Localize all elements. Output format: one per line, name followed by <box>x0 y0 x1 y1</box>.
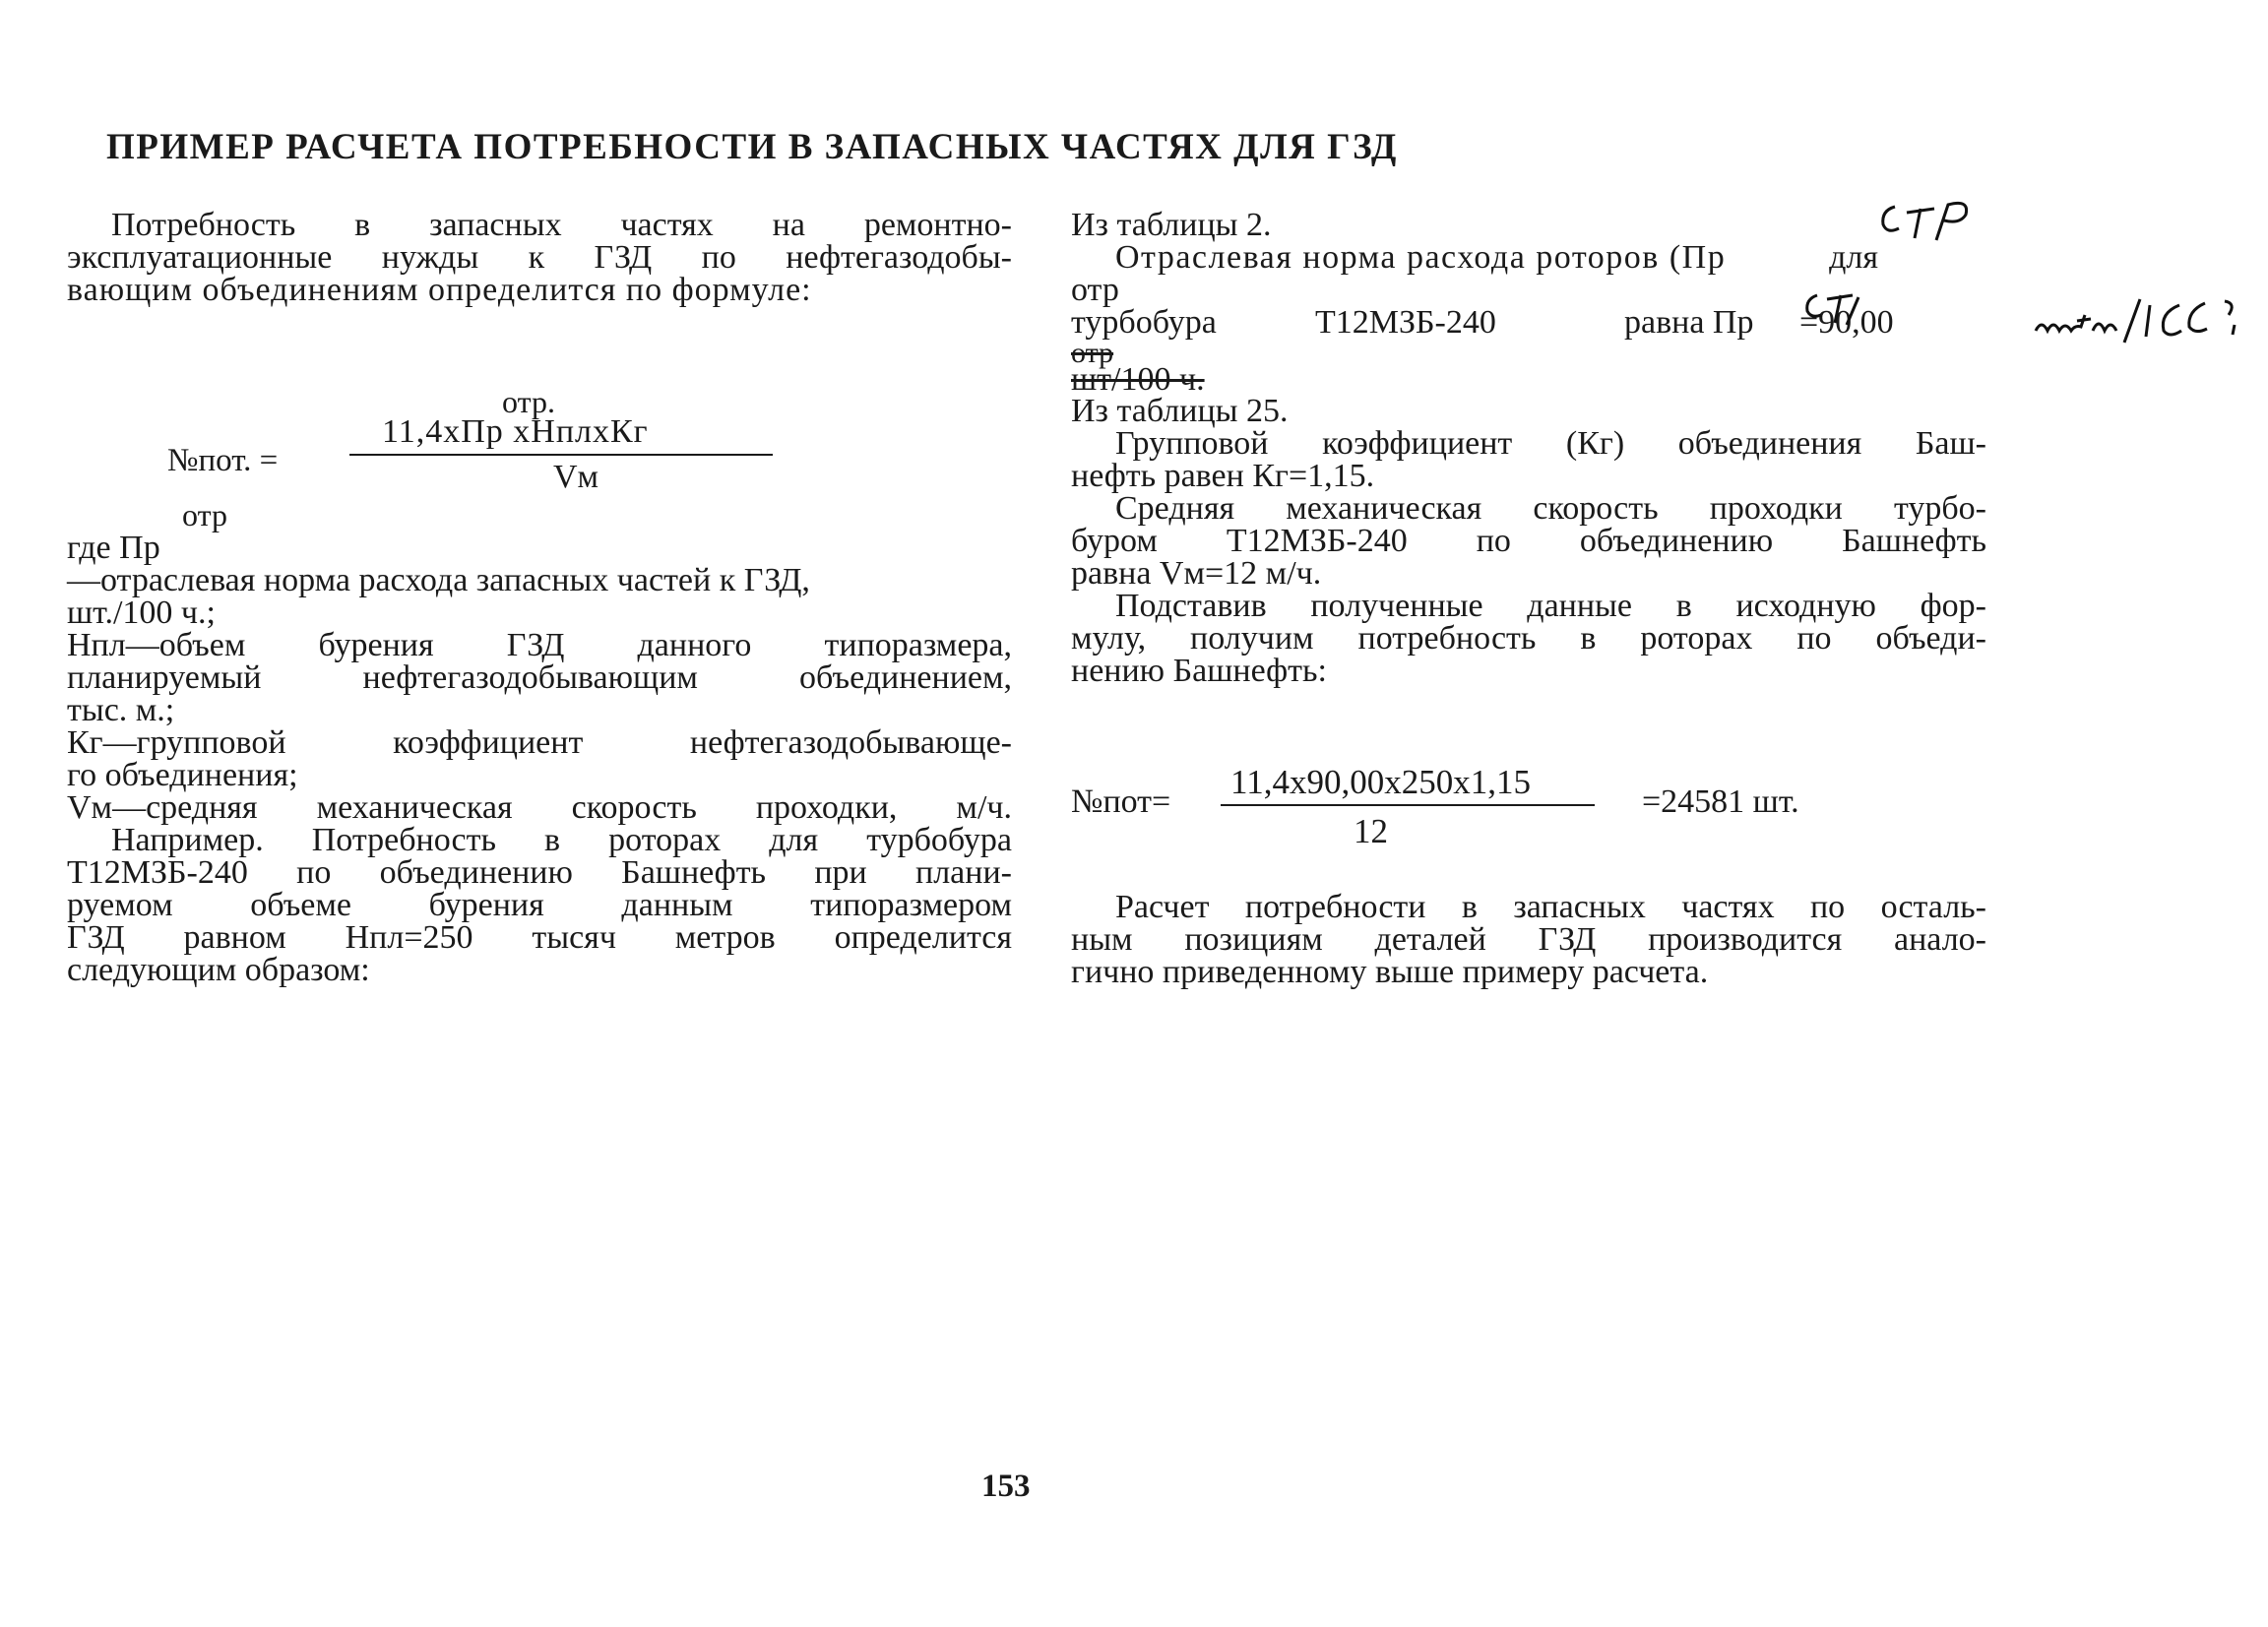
fraction-line <box>349 454 773 456</box>
right-column <box>1071 209 1986 687</box>
formula2-numerator: 11,4х90,00х250х1,15 <box>1230 763 1531 801</box>
norm-line <box>1071 241 1878 274</box>
definition-line: —отраслевая норма расхода запасных частей к ГЗД, <box>67 562 810 598</box>
unit-struck: шт/100 ч. <box>1071 361 1205 398</box>
definition-line: шт./100 ч.; <box>67 594 216 631</box>
intro-line: эксплуатационные нужды к ГЗД по нефтегазодобы- <box>67 239 1012 276</box>
final-line: ным позициям деталей ГЗД производится анало- <box>1071 921 1986 958</box>
left-column <box>67 209 1012 306</box>
formula-numerator: 11,4хПр хНплхКг <box>382 413 649 450</box>
norm-turbobur: турбобура <box>1071 304 1217 341</box>
example-line: Т12МЗБ-240 по объединению Башнефть при плани- <box>67 854 1012 891</box>
definition-line: го объединения; <box>67 757 298 793</box>
norm-text: Отраслевая норма расхода роторов (Пр <box>1115 239 1727 276</box>
substitute-line: нению Башнефть: <box>1071 653 1327 689</box>
table-ref: Из таблицы 25. <box>1071 393 1289 429</box>
substitute-line: Подставив полученные данные в исходную фор- <box>1115 588 1986 624</box>
example-line: Например. Потребность в роторах для турбобура <box>111 822 1012 858</box>
formula2-result: =24581 шт. <box>1642 783 1799 820</box>
formula-lhs: №пот. = <box>167 443 279 478</box>
definition-line: планируемый нефтегазодобывающим объединением, <box>67 659 1012 696</box>
formula2-denominator: 12 <box>1354 812 1388 850</box>
handwritten-sup-1 <box>1875 195 1984 254</box>
table-ref: Из таблицы 2. <box>1071 207 1272 243</box>
speed-line: Средняя механическая скорость проходки турбо- <box>1115 490 1986 527</box>
intro-line: Потребность в запасных частях на ремонтно- <box>111 207 1012 243</box>
norm-value: =90,00 <box>1799 304 1894 341</box>
norm-model: Т12МЗБ-240 <box>1315 304 1496 341</box>
formula-subscript: отр <box>182 497 227 532</box>
definition-line: Нпл—объем бурения ГЗД данного типоразмера, <box>67 627 1012 663</box>
example-line: ГЗД равном Нпл=250 тысяч метров определится <box>67 919 1012 956</box>
norm-text-end: для <box>1829 239 1878 276</box>
group-line: Групповой коэффициент (Кг) объединения Баш- <box>1115 425 1986 462</box>
intro-line: вающим объединениям определится по формуле: <box>67 272 812 308</box>
speed-line: буром Т12МЗБ-240 по объединению Башнефть <box>1071 523 1986 559</box>
example-line: руемом объеме бурения данным типоразмером <box>67 887 1012 923</box>
otr-label: отр <box>1071 272 1119 308</box>
page-number: 153 <box>981 1469 1031 1504</box>
definition-line: тыс. м.; <box>67 692 175 728</box>
final-paragraph <box>1071 891 1986 988</box>
definition-line: Vм—средняя механическая скорость проходки, м/ч. <box>67 789 1012 826</box>
final-line: Расчет потребности в запасных частях по осталь- <box>1115 889 1986 925</box>
handwritten-unit <box>2032 291 2258 355</box>
handwritten-sup-2 <box>1801 287 1880 337</box>
definition-line: Кг—групповой коэффициент нефтегазодобывающе- <box>67 724 1012 761</box>
definitions-block <box>67 532 1012 986</box>
otr-struck: отр <box>1071 337 1114 369</box>
norm-equals: равна Пр <box>1624 304 1754 341</box>
group-line: нефть равен Кг=1,15. <box>1071 458 1375 494</box>
final-line: гично приведенному выше примеру расчета. <box>1071 954 1709 990</box>
formula2-lhs: №пот= <box>1071 783 1171 820</box>
substitute-line: мулу, получим потребность в роторах по объеди- <box>1071 620 1986 657</box>
page-title: ПРИМЕР РАСЧЕТА ПОТРЕБНОСТИ В ЗАПАСНЫХ ЧАСТЯХ ДЛЯ ГЗД <box>106 127 1398 167</box>
formula-denominator: Vм <box>553 459 599 495</box>
definition-line: где Пр <box>67 530 160 566</box>
formula-superscript: отр. <box>502 384 555 419</box>
fraction-line <box>1221 804 1595 806</box>
speed-line: равна Vм=12 м/ч. <box>1071 555 1322 592</box>
example-line: следующим образом: <box>67 952 370 988</box>
